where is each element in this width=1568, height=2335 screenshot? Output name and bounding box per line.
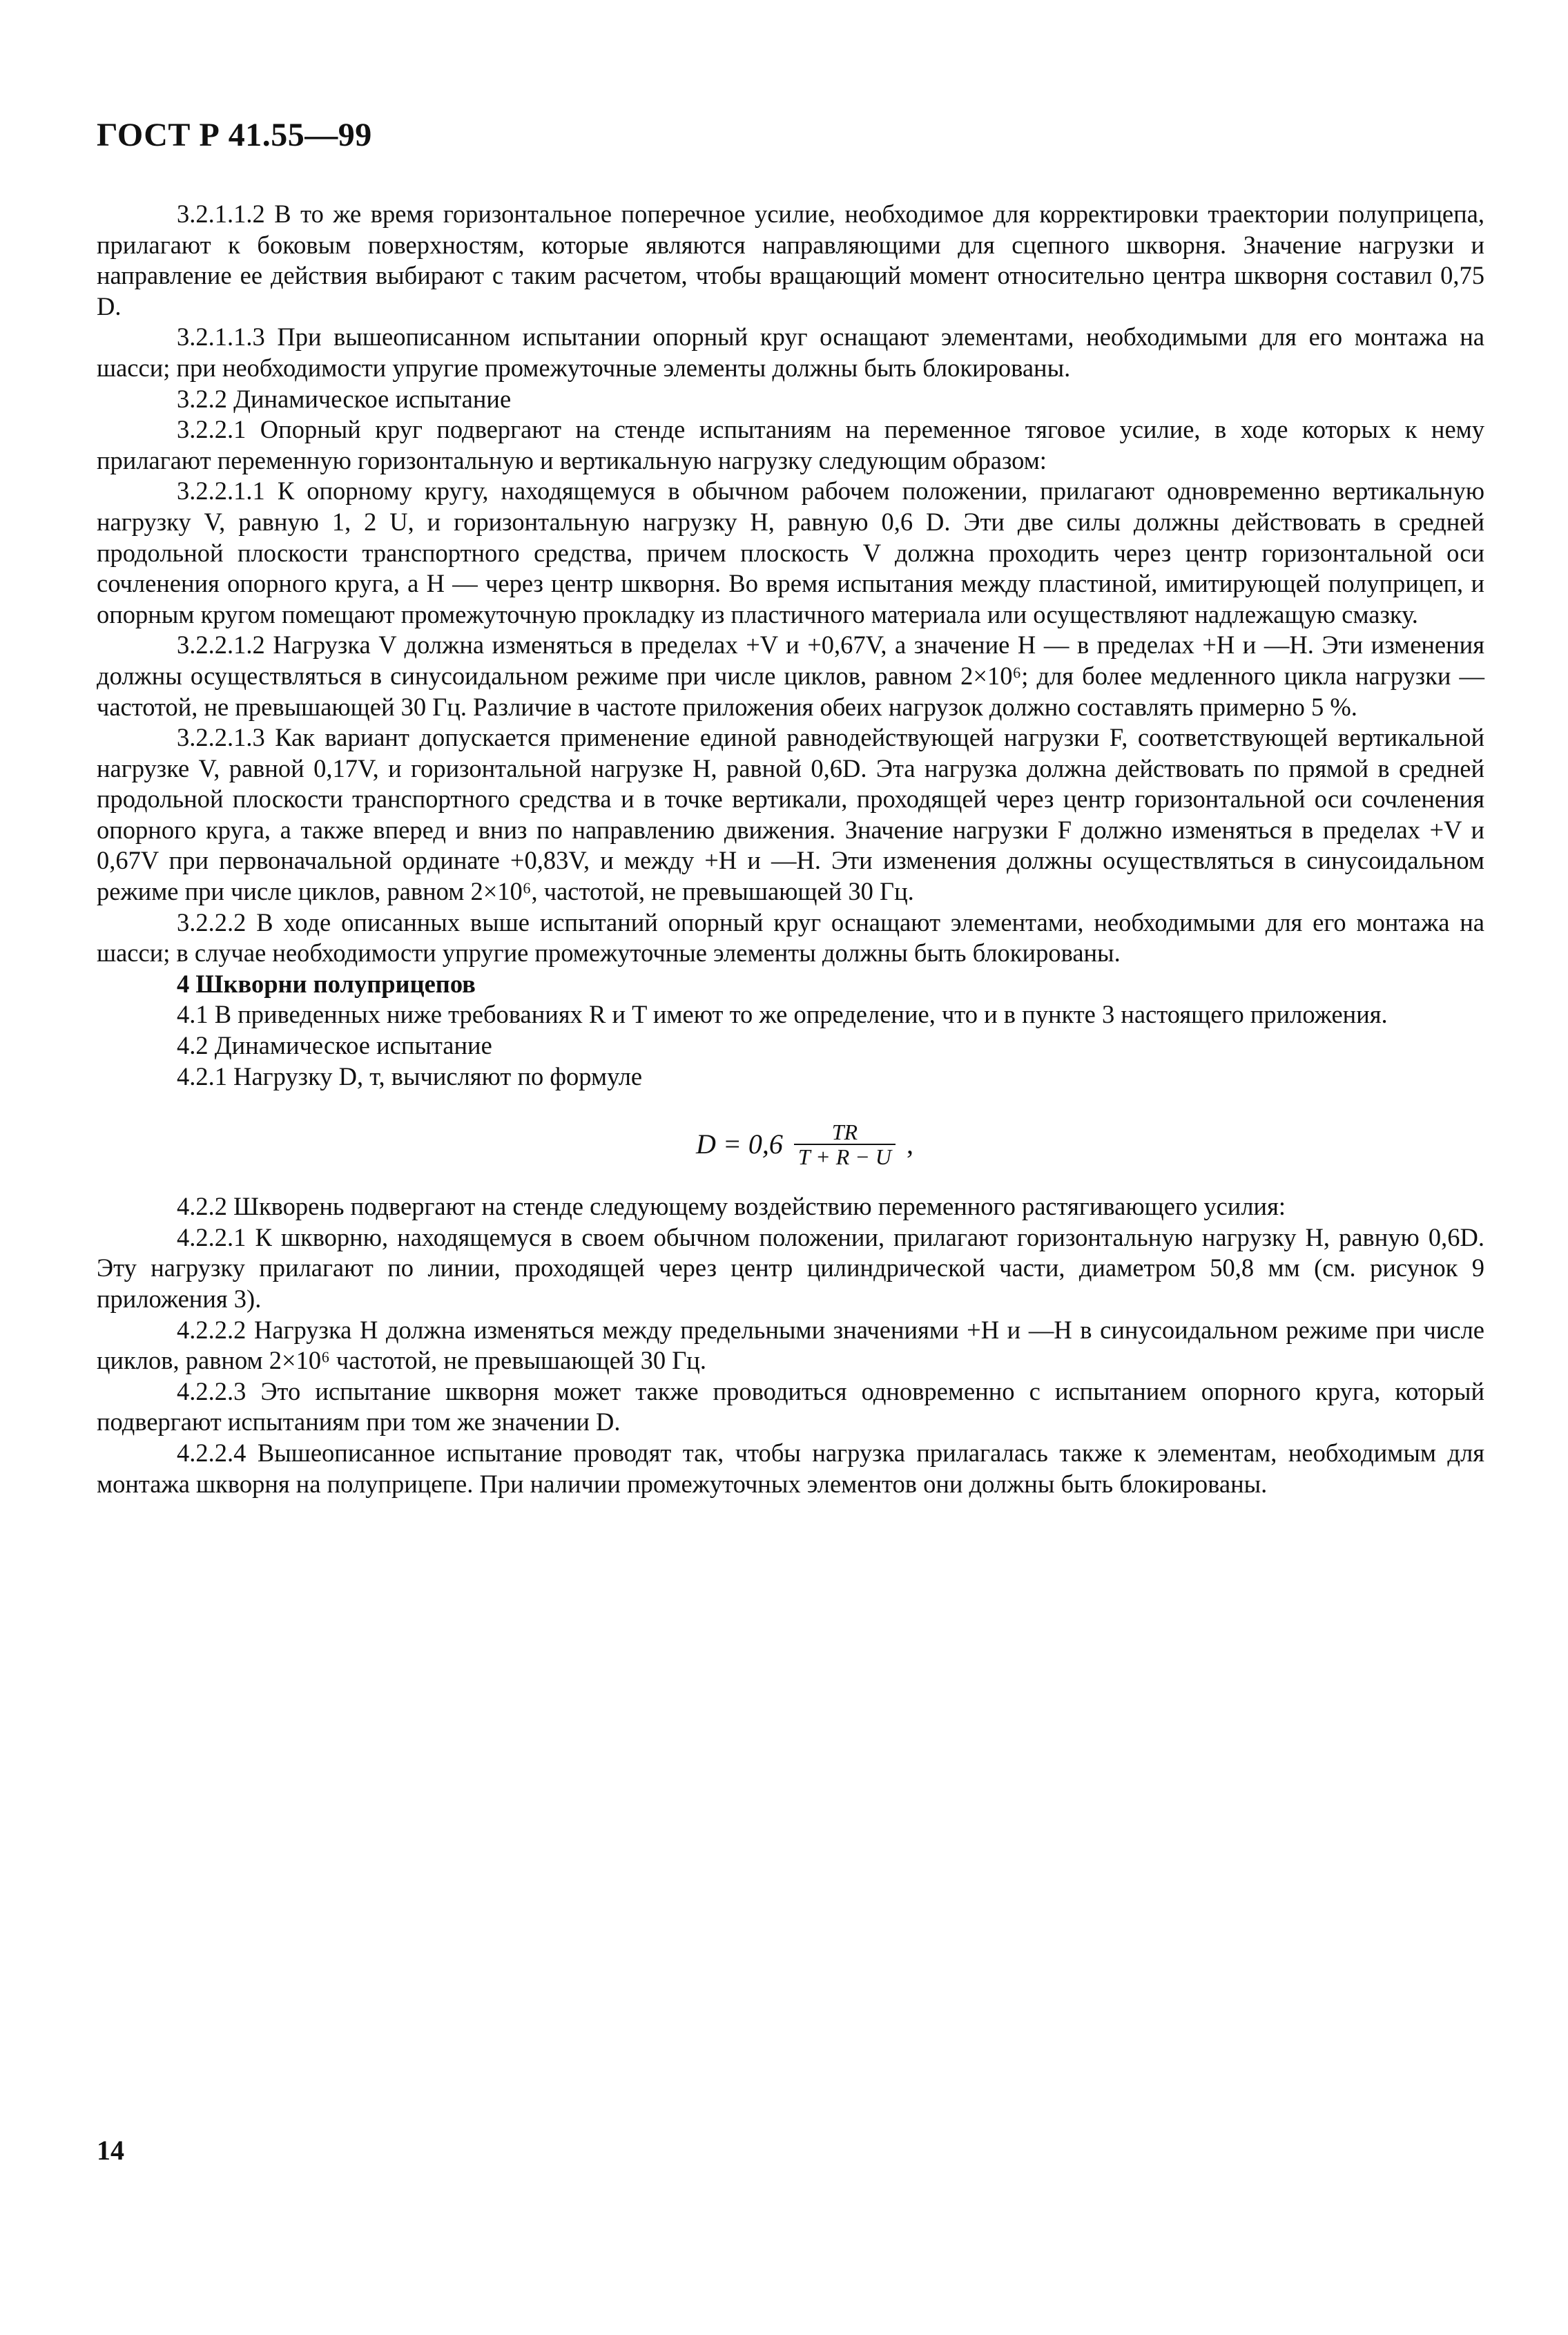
formula-denominator: T + R − U xyxy=(797,1144,891,1170)
paragraph-4-2-2-3: 4.2.2.3 Это испытание шкворня может также проводиться одновременно с испытанием опорного круга, который подвергают испытаниям при том же значении D. xyxy=(97,1376,1484,1436)
paragraph-3-2-2-2: 3.2.2.2 В ходе описанных выше испытаний опорный круг оснащают элементами, необходимыми для его монтажа на шасси; в случае необходимости упругие промежуточные элементы должны быть блокированы. xyxy=(97,907,1484,968)
paragraph-3-2-1-1-3: 3.2.1.1.3 При вышеописанном испытании опорный круг оснащают элементами, необходимыми для его монтажа на шасси; при необходимости упругие промежуточные элементы должны быть блокированы. xyxy=(97,323,1484,382)
page-number: 14 xyxy=(97,2135,124,2166)
formula-lhs: D = 0,6 xyxy=(696,1128,783,1160)
document-body xyxy=(97,199,1484,1499)
formula-d xyxy=(97,1120,1484,1170)
paragraph-4-1: 4.1 В приведенных ниже требованиях R и T имеют то же определение, что и в пункте 3 настоящего приложения. xyxy=(177,1000,1388,1029)
paragraph-4-2-1: 4.2.1 Нагрузку D, т, вычисляют по формуле xyxy=(177,1061,643,1090)
paragraph-3-2-1-1-2: 3.2.1.1.2 В то же время горизонтальное поперечное усилие, необходимое для корректировки траектории полуприцепа, прилагают к боковым поверхностям, которые являются направляющими для сцепного шкворня. Значение нагрузки и направление ее действия выбирают с таким расчетом, чтобы вращающий момент относительно центра шкворня составил 0,75 D. xyxy=(97,200,1484,320)
paragraph-3-2-2: 3.2.2 Динамическое испытание xyxy=(177,384,512,413)
formula-fraction xyxy=(794,1120,896,1169)
paragraph-3-2-2-1-1: 3.2.2.1.1 К опорному кругу, находящемуся в обычном рабочем положении, прилагают одновременно вертикальную нагрузку V, равную 1, 2 U, и горизонтальную нагрузку H, равную 0,6 D. Эти две силы должны действовать в средней продольной плоскости транспортного средства, причем плоскость V должна проходить через центр горизонтальной оси сочленения опорного круга, а H — через центр шкворня. Во время испытания между пластиной, имитирующей полуприцеп, и опорным кругом помещают промежуточную прокладку из пластичного материала или осуществляют надлежащую смазку. xyxy=(97,477,1484,628)
paragraph-4-2: 4.2 Динамическое испытание xyxy=(177,1031,492,1060)
formula-numerator: TR xyxy=(794,1120,896,1145)
paragraph-4-2-2-1: 4.2.2.1 К шкворню, находящемуся в своем обычном положении, прилагают горизонтальную нагрузку H, равную 0,6D. Эту нагрузку прилагают по линии, проходящей через центр цилиндрической части, диаметром 50,8 мм (см. рисунок 9 приложения 3). xyxy=(97,1222,1484,1313)
paragraph-3-2-2-1: 3.2.2.1 Опорный круг подвергают на стенде испытаниям на переменное тяговое усилие, в ходе которых к нему прилагают переменную горизонтальную и вертикальную нагрузку следующим образом: xyxy=(97,415,1484,474)
paragraph-3-2-2-1-2: 3.2.2.1.2 Нагрузка V должна изменяться в пределах +V и +0,67V, а значение H — в пределах +H и —H. Эти изменения должны осуществляться в синусоидальном режиме при числе циклов, равном 2×10⁶; для более медленного цикла нагрузки — частотой, не превышающей 30 Гц. Различие в частоте приложения обеих нагрузок должно составлять примерно 5 %. xyxy=(97,631,1484,721)
paragraph-4-2-2: 4.2.2 Шкворень подвергают на стенде следующему воздействию переменного растягивающего усилия: xyxy=(177,1192,1286,1221)
paragraph-4-2-2-4: 4.2.2.4 Вышеописанное испытание проводят так, чтобы нагрузка прилагалась также к элементам, необходимым для монтажа шкворня на полуприцепе. При наличии промежуточных элементов они должны быть блокированы. xyxy=(97,1438,1484,1498)
paragraph-4-2-2-2: 4.2.2.2 Нагрузка H должна изменяться между предельными значениями +H и —H в синусоидальном режиме при числе циклов, равном 2×10⁶ частотой, не превышающей 30 Гц. xyxy=(97,1315,1484,1375)
formula-trailing: , xyxy=(906,1128,913,1160)
document-header-title: ГОСТ Р 41.55—99 xyxy=(97,117,372,153)
paragraph-3-2-2-1-3: 3.2.2.1.3 Как вариант допускается применение единой равнодействующей нагрузки F, соответствующей вертикальной нагрузке V, равной 0,17V, и горизонтальной нагрузке H, равной 0,6D. Эта нагрузка должна действовать по прямой в средней продольной плоскости транспортного средства и в точке вертикали, проходящей через центр горизонтальной оси сочленения опорного круга, а также вперед и вниз по направлению движения. Значение нагрузки F должно изменяться в пределах +V и 0,67V при первоначальной ординате +0,83V, и между +H и —H. Эти изменения должны осуществляться в синусоидальном режиме при числе циклов, равном 2×10⁶, частотой, не превышающей 30 Гц. xyxy=(97,723,1484,906)
section-heading-4: 4 Шкворни полуприцепов xyxy=(177,969,476,998)
